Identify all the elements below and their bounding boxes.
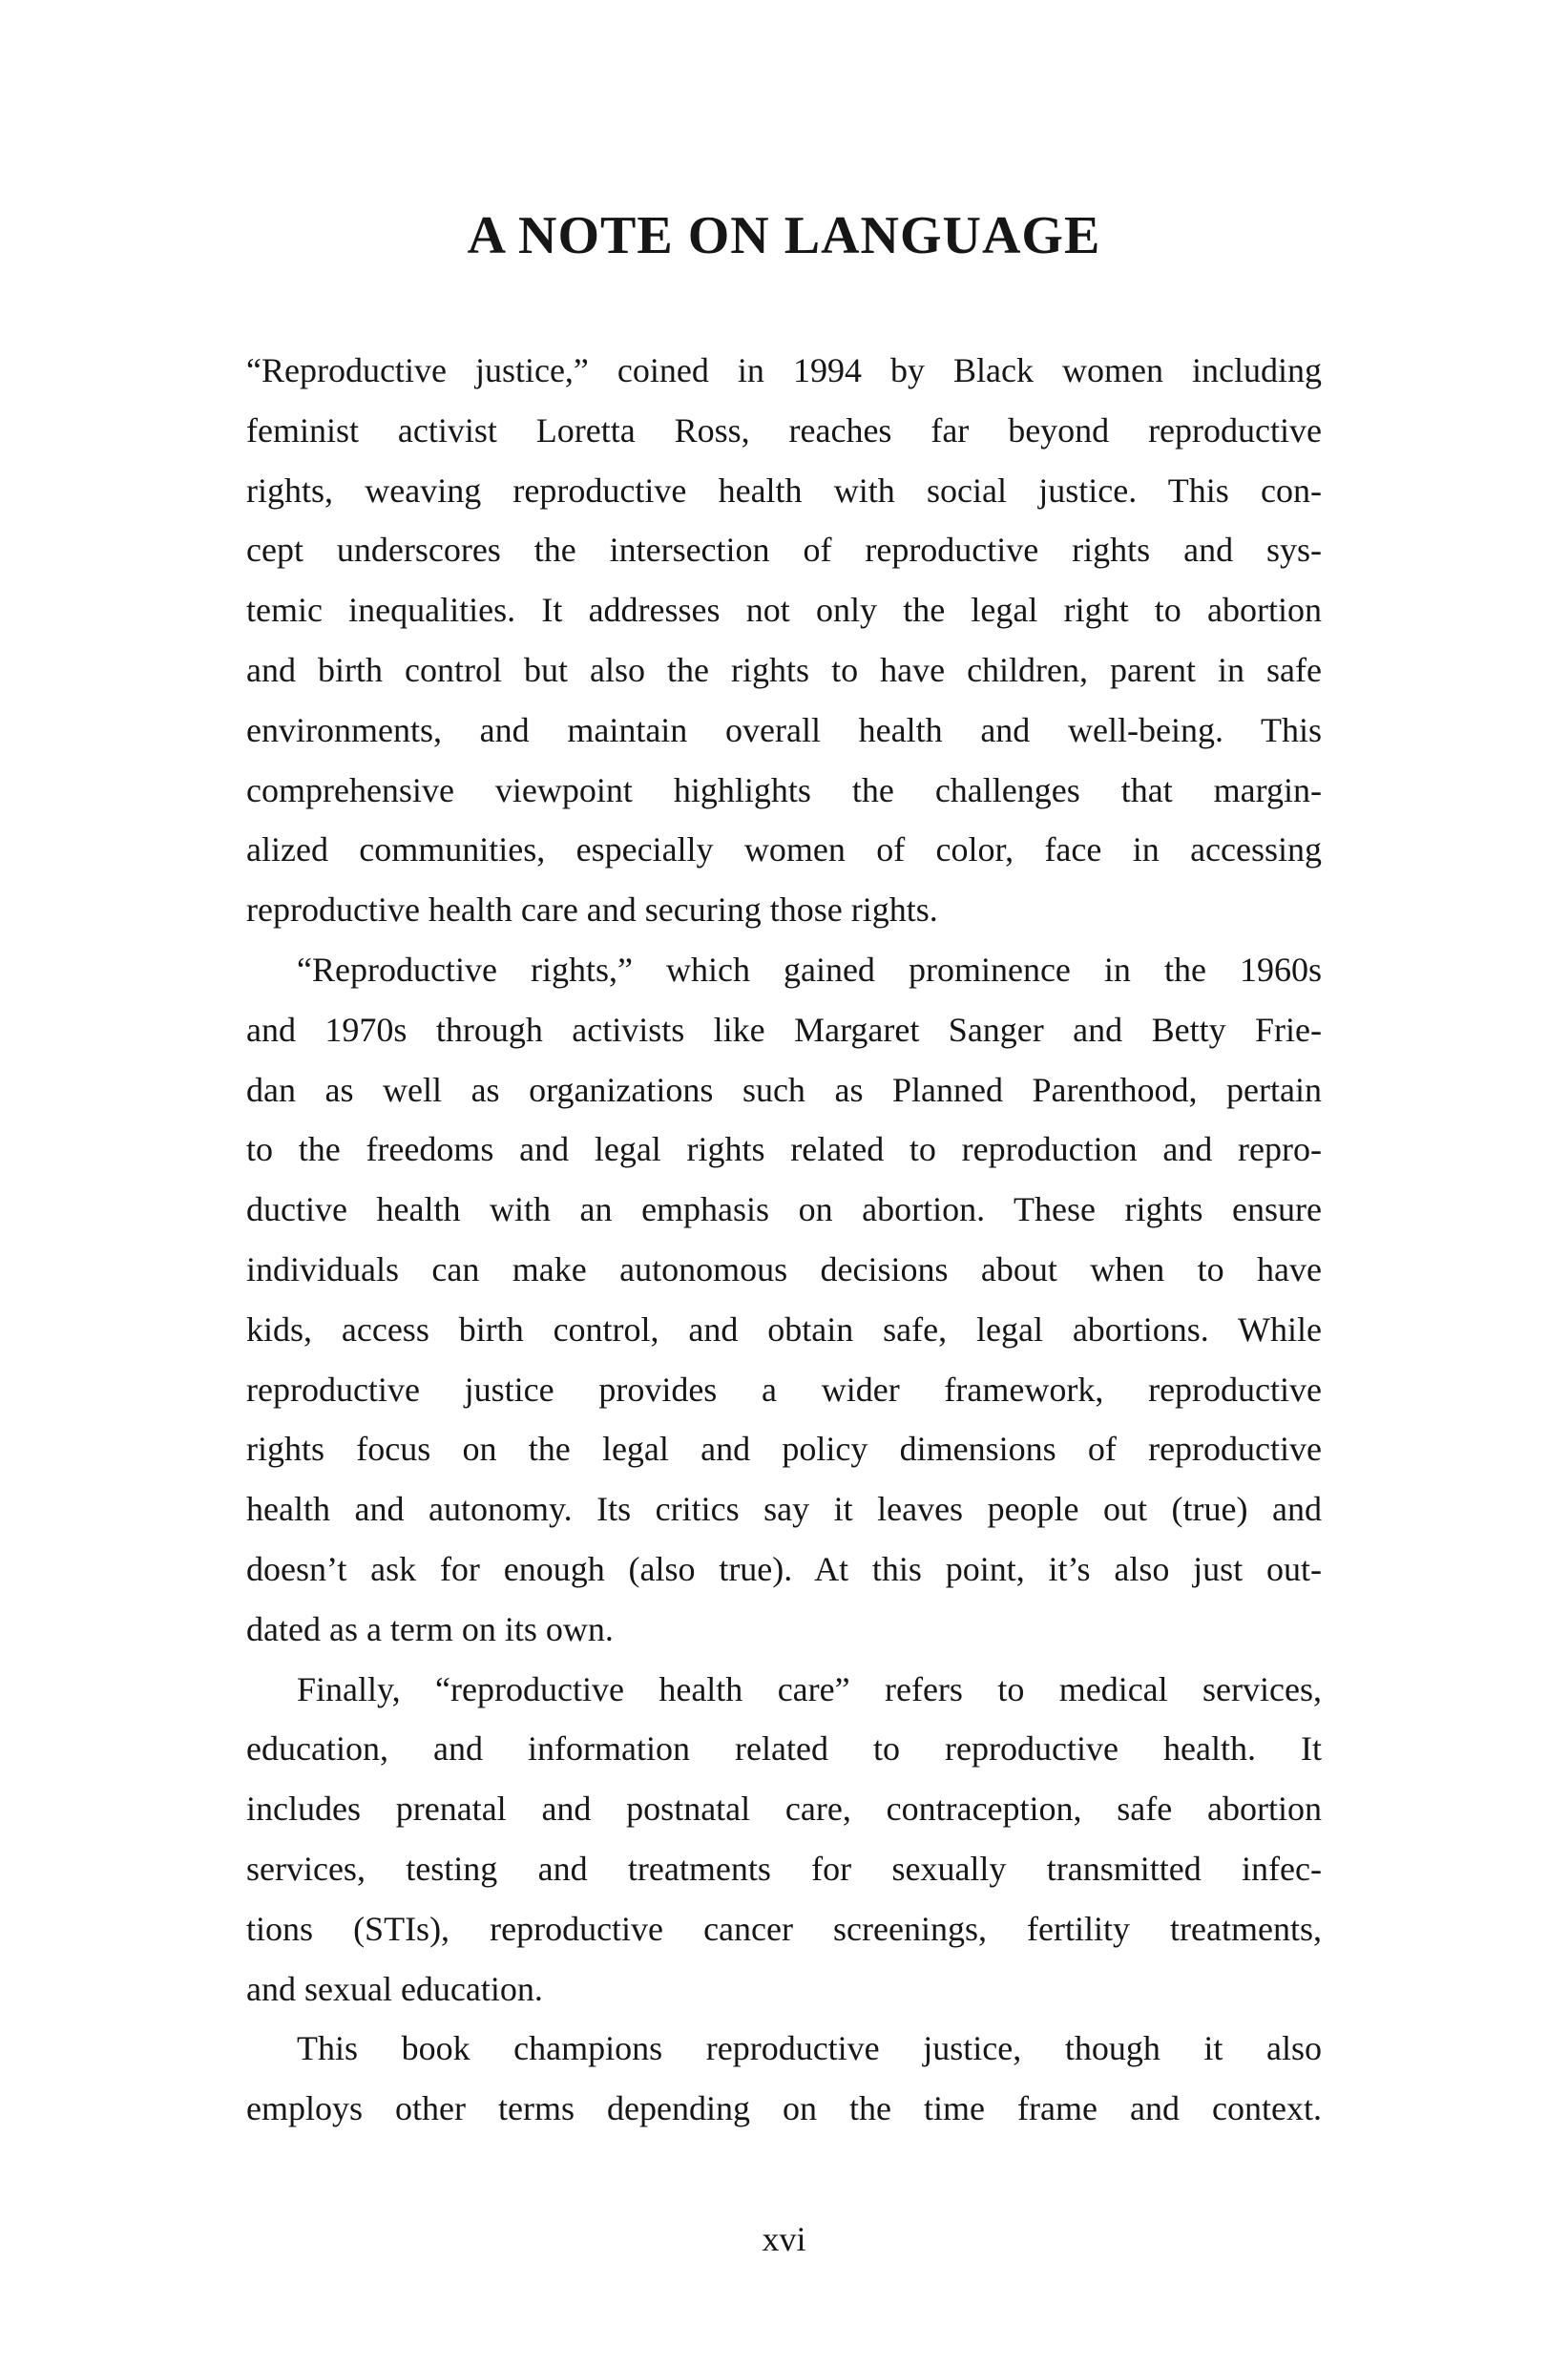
text-line: services, testing and treatments for sexually transmitted infec- bbox=[246, 1849, 1322, 1888]
text-line: alized communities, especially women of color, face in accessing bbox=[246, 830, 1322, 869]
text-line: temic inequalities. It addresses not only the legal right to abortion bbox=[246, 591, 1322, 630]
text-line: feminist activist Loretta Ross, reaches far beyond reproductive bbox=[246, 410, 1322, 450]
text-line: kids, access birth control, and obtain safe, legal abortions. While bbox=[246, 1309, 1322, 1349]
text-line: education, and information related to reproductive health. It bbox=[246, 1729, 1322, 1769]
text-line: reproductive health care and securing those rights. bbox=[246, 890, 938, 930]
text-line: cept underscores the intersection of reproductive rights and sys- bbox=[246, 531, 1322, 570]
text-line: and 1970s through activists like Margaret Sanger and Betty Frie- bbox=[246, 1010, 1322, 1049]
text-line: “Reproductive justice,” coined in 1994 by Black women including bbox=[246, 351, 1322, 389]
text-line: rights focus on the legal and policy dimensions of reproductive bbox=[246, 1430, 1322, 1469]
text-line: tions (STIs), reproductive cancer screenings, fertility treatments, bbox=[246, 1909, 1322, 1948]
page-number: xvi bbox=[762, 2220, 806, 2258]
text-line: “Reproductive rights,” which gained prominence in the 1960s bbox=[297, 950, 1322, 989]
text-line: reproductive justice provides a wider framework, reproductive bbox=[246, 1370, 1322, 1409]
page-title: A NOTE ON LANGUAGE bbox=[467, 206, 1101, 265]
text-line: Finally, “reproductive health care” refers to medical services, bbox=[297, 1669, 1322, 1708]
text-line: comprehensive viewpoint highlights the challenges that margin- bbox=[246, 770, 1322, 809]
body-text bbox=[246, 341, 1322, 2139]
text-line: includes prenatal and postnatal care, contraception, safe abortion bbox=[246, 1790, 1322, 1829]
text-line: individuals can make autonomous decisions about when to have bbox=[246, 1249, 1322, 1288]
text-line: This book champions reproductive justice, though it also bbox=[297, 2029, 1322, 2068]
text-line: to the freedoms and legal rights related to reproduction and repro- bbox=[246, 1130, 1322, 1169]
text-line: doesn’t ask for enough (also true). At this point, it’s also just out- bbox=[246, 1549, 1322, 1588]
text-line: ductive health with an emphasis on abortion. These rights ensure bbox=[246, 1190, 1322, 1229]
text-line: and birth control but also the rights to have children, parent in safe bbox=[246, 650, 1322, 689]
text-line: and sexual education. bbox=[246, 1969, 543, 2008]
text-line: dated as a term on its own. bbox=[246, 1609, 614, 1648]
text-line: dan as well as organizations such as Planned Parenthood, pertain bbox=[246, 1070, 1322, 1109]
text-line: employs other terms depending on the time frame and context. bbox=[246, 2089, 1322, 2128]
text-line: health and autonomy. Its critics say it leaves people out (true) and bbox=[246, 1490, 1322, 1529]
text-line: environments, and maintain overall health and well-being. This bbox=[246, 710, 1322, 749]
text-line: rights, weaving reproductive health with social justice. This con- bbox=[246, 471, 1322, 510]
